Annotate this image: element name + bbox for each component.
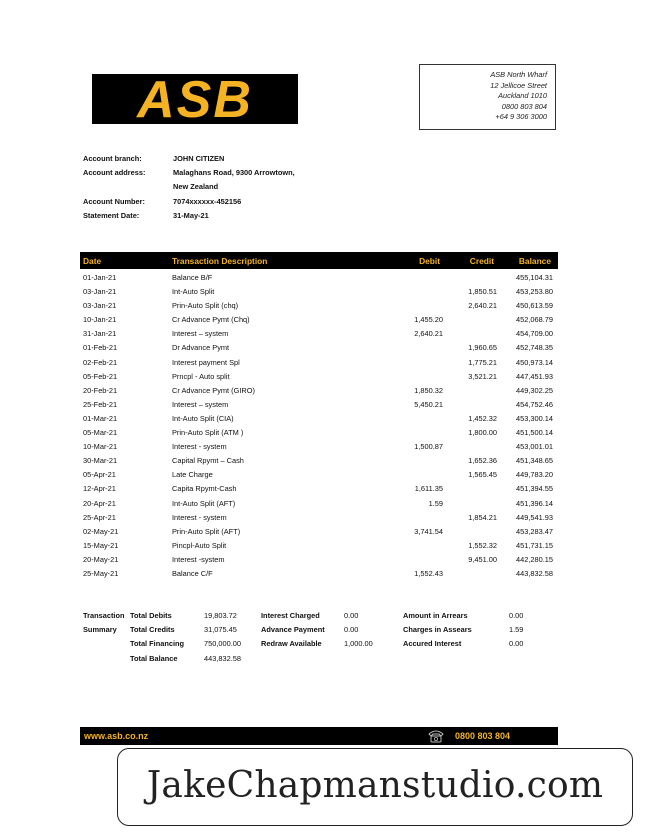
row-description: Interest – system	[172, 329, 229, 339]
row-description: Balance C/F	[172, 568, 213, 578]
row-debit: 1,611.35	[414, 484, 443, 494]
row-debit: 5,450.21	[414, 399, 443, 409]
total-debits-label: Total Debits	[130, 611, 172, 620]
footer-phone: 0800 803 804	[455, 731, 511, 741]
row-date: 25-Feb-21	[83, 399, 118, 409]
website-link[interactable]: www.asb.co.nz	[84, 731, 149, 741]
total-financing-label: Total Financing	[130, 639, 185, 649]
row-credit: 1,850.51	[468, 287, 497, 297]
summary-title: Transaction	[83, 611, 125, 620]
arrears-value: 0.00	[509, 611, 524, 620]
row-credit: 1,565.45	[468, 470, 497, 480]
header-balance: Balance	[518, 256, 551, 266]
advance-payment-label: Advance Payment	[261, 625, 325, 635]
row-description: Int-Auto Split	[172, 287, 215, 297]
row-balance: 450,613.59	[516, 301, 553, 311]
row-credit: 1,800.00	[468, 428, 497, 438]
table-row	[80, 341, 558, 355]
row-description: Cr Advance Pymt (GIRO)	[172, 385, 255, 395]
row-debit: 1,850.32	[414, 385, 443, 395]
row-description: Int-Auto Split (AFT)	[172, 498, 236, 508]
row-balance: 451,394.55	[516, 484, 553, 494]
table-row	[80, 271, 558, 285]
row-description: Cr Advance Pymt (Chq)	[172, 315, 250, 325]
address-label: Account address:	[83, 168, 146, 178]
header-description: Transaction Description	[172, 256, 268, 266]
address-line2: New Zealand	[173, 182, 219, 192]
asb-logo-icon	[92, 74, 298, 124]
header-date: Date	[83, 256, 102, 266]
row-balance: 450,973.14	[516, 357, 553, 367]
bank-address-line: +64 9 306 3000	[495, 112, 547, 122]
row-balance: 449,783.20	[516, 470, 553, 480]
row-credit: 1,775.21	[468, 357, 497, 367]
row-date: 03-Jan-21	[83, 301, 117, 311]
table-row	[80, 468, 558, 482]
row-date: 05-Mar-21	[83, 428, 118, 438]
row-date: 02-Feb-21	[83, 357, 118, 367]
row-date: 25-May-21	[83, 568, 119, 578]
table-row	[80, 454, 558, 468]
arrears-label: Amount in Arrears	[403, 611, 468, 620]
redraw-value: 1,000.00	[344, 639, 373, 649]
row-debit: 1,455.20	[414, 315, 443, 325]
row-balance: 449,541.93	[516, 512, 553, 522]
row-credit: 9,451.00	[468, 554, 497, 564]
row-balance: 452,748.35	[516, 343, 553, 353]
interest-charged-label: Interest Charged	[261, 611, 320, 620]
row-balance: 453,300.14	[516, 413, 553, 423]
row-balance: 453,001.01	[516, 442, 553, 452]
branch-value: JOHN CITIZEN	[173, 154, 225, 163]
row-credit: 1,960.65	[468, 343, 497, 353]
table-row	[80, 567, 558, 581]
row-balance: 451,396.14	[516, 498, 553, 508]
row-date: 01-Jan-21	[83, 273, 117, 282]
table-row	[80, 497, 558, 511]
total-balance-label: Total Balance	[130, 653, 178, 663]
accrued-value: 0.00	[509, 639, 524, 649]
row-date: 02-May-21	[83, 526, 119, 536]
row-date: 05-Feb-21	[83, 371, 118, 381]
transaction-table	[80, 271, 558, 581]
row-credit: 1,652.36	[468, 456, 497, 466]
asb-logo	[92, 74, 298, 124]
row-date: 10-Jan-21	[83, 315, 117, 325]
accrued-label: Accured Interest	[403, 639, 462, 649]
table-row	[80, 398, 558, 412]
row-debit: 1,500.87	[414, 442, 443, 452]
account-number-label: Account Number:	[83, 196, 146, 206]
row-description: Interest - system	[172, 512, 227, 522]
row-description: Interest – system	[172, 399, 229, 409]
branch-label: Account branch:	[83, 154, 142, 163]
watermark-banner: JakeChapmanstudio.com	[117, 748, 633, 826]
account-number-value: 7074xxxxxx-452156	[173, 196, 242, 206]
row-balance: 455,104.31	[516, 273, 553, 282]
row-debit: 2,640.21	[414, 329, 443, 339]
table-row	[80, 412, 558, 426]
row-balance: 447,451.93	[516, 371, 553, 381]
statement-date-label: Statement Date:	[83, 210, 140, 220]
row-date: 03-Jan-21	[83, 287, 117, 297]
bank-address-line: 0800 803 804	[501, 101, 547, 111]
table-row	[80, 426, 558, 440]
row-debit: 1,552.43	[414, 568, 443, 578]
row-date: 01-Feb-21	[83, 343, 118, 353]
row-balance: 454,752.46	[516, 399, 553, 409]
row-date: 10-Mar-21	[83, 442, 118, 452]
row-date: 20-May-21	[83, 554, 119, 564]
table-row	[80, 313, 558, 327]
row-description: Balance B/F	[172, 273, 213, 282]
row-debit: 1.59	[428, 498, 443, 508]
table-row	[80, 370, 558, 384]
header-debit: Debit	[419, 256, 440, 266]
transaction-summary	[83, 611, 563, 668]
charges-label: Charges in Assears	[403, 625, 472, 635]
row-balance: 442,280.15	[516, 554, 553, 564]
summary-title: Summary	[83, 625, 117, 635]
row-description: Prin-Auto Split (ATM )	[172, 428, 244, 438]
row-balance: 453,283.47	[516, 526, 553, 536]
table-row	[80, 553, 558, 567]
row-balance: 453,253.80	[516, 287, 553, 297]
row-date: 20-Apr-21	[83, 498, 116, 508]
total-financing-value: 750,000.00	[204, 639, 241, 649]
row-description: Int-Auto Split (CIA)	[172, 413, 234, 423]
row-description: Capital Rpymt – Cash	[172, 456, 244, 466]
row-date: 01-Mar-21	[83, 413, 118, 423]
row-date: 15-May-21	[83, 540, 119, 550]
row-credit: 1,552.32	[468, 540, 497, 550]
statement-date-value: 31-May-21	[173, 210, 209, 220]
footer-bar	[80, 727, 558, 745]
row-date: 12-Apr-21	[83, 484, 116, 494]
row-date: 20-Feb-21	[83, 385, 118, 395]
advance-payment-value: 0.00	[344, 625, 359, 635]
table-row	[80, 285, 558, 299]
row-description: Dr Advance Pymt	[172, 343, 230, 353]
row-balance: 451,731.15	[516, 540, 553, 550]
bank-address-line: Auckland 1010	[498, 91, 547, 101]
table-row	[80, 539, 558, 553]
row-description: Prncpl - Auto split	[172, 371, 230, 381]
row-description: Pincpl-Auto Split	[172, 540, 227, 550]
row-balance: 443,832.58	[516, 568, 553, 578]
row-balance: 451,500.14	[516, 428, 553, 438]
row-credit: 3,521.21	[468, 371, 497, 381]
row-description: Interest payment Spl	[172, 357, 240, 367]
table-row	[80, 525, 558, 539]
bank-address-line: 12 Jellicoe Street	[490, 80, 547, 90]
row-description: Late Charge	[172, 470, 213, 480]
telephone-icon	[427, 728, 445, 744]
row-description: Prin-Auto Split (chq)	[172, 301, 239, 311]
logo-text: ASB	[137, 74, 253, 124]
charges-value: 1.59	[509, 625, 524, 635]
table-row	[80, 327, 558, 341]
interest-charged-value: 0.00	[344, 611, 359, 620]
row-date: 30-Mar-21	[83, 456, 118, 466]
row-balance: 451,348.65	[516, 456, 553, 466]
table-row	[80, 440, 558, 454]
bank-address-line: ASB North Wharf	[490, 70, 547, 79]
redraw-label: Redraw Available	[261, 639, 322, 649]
row-credit: 1,854.21	[468, 512, 497, 522]
total-credits-value: 31,075.45	[204, 625, 237, 635]
row-balance: 454,709.00	[516, 329, 553, 339]
row-description: Interest -system	[172, 554, 225, 564]
table-row	[80, 356, 558, 370]
row-balance: 449,302.25	[516, 385, 553, 395]
row-date: 31-Jan-21	[83, 329, 117, 339]
row-description: Prin-Auto Split (AFT)	[172, 526, 241, 536]
row-debit: 3,741.54	[414, 526, 443, 536]
total-credits-label: Total Credits	[130, 625, 175, 635]
row-balance: 452,068.79	[516, 315, 553, 325]
table-row	[80, 384, 558, 398]
row-description: Interest - system	[172, 442, 227, 452]
header-credit: Credit	[469, 256, 494, 266]
total-debits-value: 19,803.72	[204, 611, 237, 620]
row-date: 25-Apr-21	[83, 512, 116, 522]
table-row	[80, 482, 558, 496]
total-balance-value: 443,832.58	[204, 653, 241, 663]
table-row	[80, 511, 558, 525]
row-credit: 1,452.32	[468, 413, 497, 423]
row-date: 05-Apr-21	[83, 470, 116, 480]
table-header	[80, 252, 558, 269]
address-line1: Malaghans Road, 9300 Arrowtown,	[173, 168, 295, 178]
table-row	[80, 299, 558, 313]
bank-address-box	[419, 64, 556, 130]
row-credit: 2,640.21	[468, 301, 497, 311]
row-description: Capita Rpymt-Cash	[172, 484, 237, 494]
